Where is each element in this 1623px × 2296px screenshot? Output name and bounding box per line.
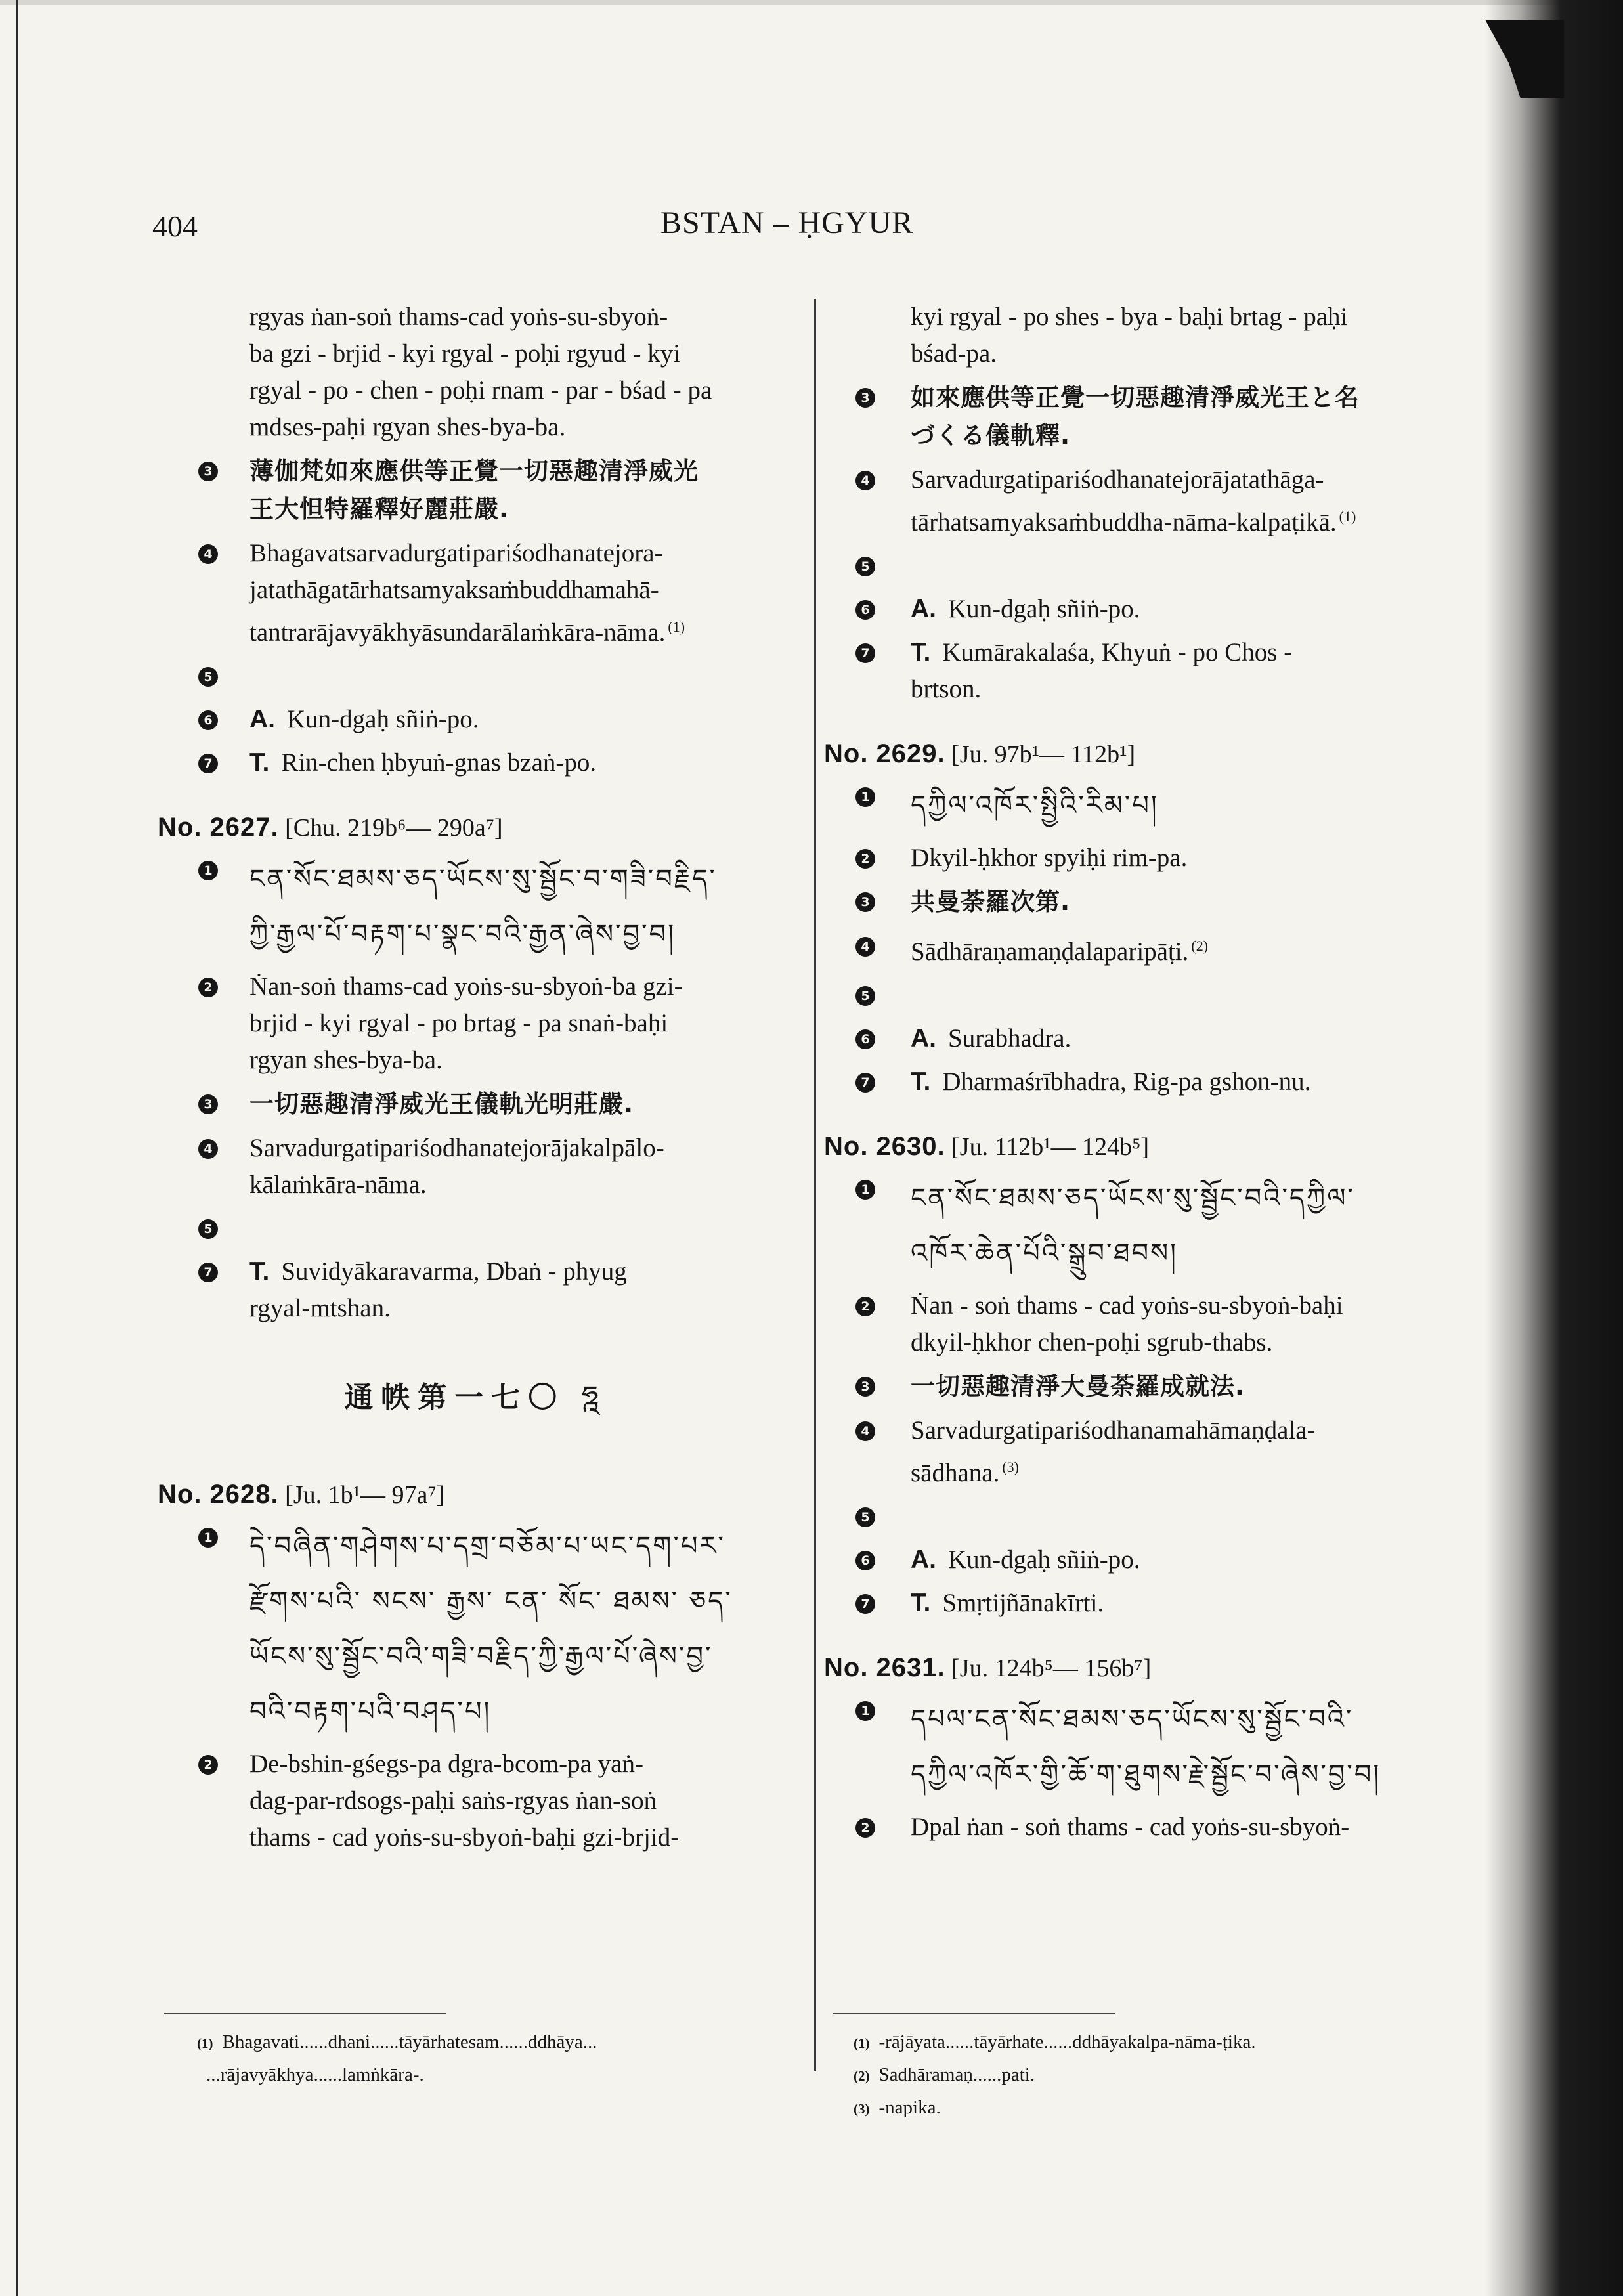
text-line bbox=[249, 701, 794, 738]
line-text: ངན་སོང་ཐམས་ཅད་ཡོངས་སུ་སྦྱོང་བའི་དཀྱིལ་ bbox=[911, 1183, 1355, 1213]
footnote-marker: (3) bbox=[1002, 1459, 1020, 1475]
entry-header bbox=[824, 739, 1454, 769]
field-body bbox=[249, 701, 794, 738]
field-body bbox=[249, 658, 794, 695]
text-line bbox=[249, 572, 794, 609]
page-left-edge bbox=[16, 0, 18, 2296]
field-3 bbox=[158, 1085, 794, 1123]
text-line bbox=[249, 1253, 794, 1290]
footnote-text: -rājāyata......tāyārhate......ddhāyakalpa-nāma-ṭika. bbox=[878, 2031, 1256, 2052]
field-body bbox=[911, 928, 1454, 970]
field-body bbox=[911, 1020, 1454, 1057]
line-text: ངན་སོང་ཐམས་ཅད་ཡོངས་སུ་སྦྱོང་བ་གཟི་བརྗིད་ bbox=[249, 864, 717, 894]
continuation-line: rgyas ṅan-soṅ thams-cad yoṅs-su-sbyoṅ- bbox=[249, 303, 668, 331]
line-text: Sarvadurgatipariśodhanatejorājatathāga- bbox=[911, 466, 1324, 494]
footnote-mark: (1) bbox=[854, 2035, 870, 2051]
field-6 bbox=[824, 591, 1454, 628]
field-3 bbox=[824, 379, 1454, 455]
continuation-line: bśad-pa. bbox=[911, 339, 997, 368]
field-body bbox=[911, 548, 1454, 584]
field-body bbox=[911, 1368, 1454, 1406]
tibetan-title-line bbox=[911, 1692, 1454, 1747]
footnote-mark: (1) bbox=[197, 2035, 213, 2051]
field-6 bbox=[158, 701, 794, 738]
page-number: 404 bbox=[152, 209, 198, 243]
line-text: 一切惡趣清淨大曼荼羅成就法. bbox=[911, 1372, 1245, 1400]
text-line bbox=[911, 634, 1454, 671]
field-1 bbox=[824, 778, 1454, 833]
field-body bbox=[911, 778, 1454, 833]
tibetan-title-line bbox=[911, 778, 1454, 833]
text-line bbox=[911, 498, 1454, 541]
field-body bbox=[911, 1412, 1454, 1492]
field-4 bbox=[158, 1130, 794, 1203]
text-line bbox=[911, 671, 1454, 708]
tibetan-title-line bbox=[911, 1171, 1454, 1226]
empty-field-line bbox=[249, 658, 794, 695]
chinese-title-line bbox=[911, 883, 1454, 921]
field-number-badge: 1 bbox=[198, 861, 218, 880]
line-text: དཀྱིལ་འཁོར་སྤྱིའི་རིམ་པ། bbox=[911, 791, 1159, 821]
field-number-badge: 7 bbox=[855, 1073, 875, 1093]
field-number-badge: 6 bbox=[198, 710, 218, 730]
entry-reference: [Ju. 124b⁵— 156b⁷] bbox=[951, 1655, 1152, 1682]
line-text: དཔལ་ངན་སོང་ཐམས་ཅད་ཡོངས་སུ་སྦྱོང་བའི་ bbox=[911, 1704, 1354, 1735]
text-line bbox=[249, 1130, 794, 1167]
field-body bbox=[911, 1585, 1454, 1622]
field-number-badge: 3 bbox=[855, 892, 875, 912]
field-body bbox=[249, 1253, 794, 1327]
line-text: 薄伽梵如來應供等正覺一切惡趣清淨威光 bbox=[249, 457, 699, 485]
field-body bbox=[911, 634, 1454, 708]
text-line bbox=[249, 535, 794, 572]
line-text: 一切惡趣清淨威光王儀軌光明莊嚴. bbox=[249, 1090, 634, 1118]
text-line bbox=[911, 591, 1454, 628]
tibetan-title-line bbox=[249, 1684, 794, 1739]
field-body bbox=[911, 1692, 1454, 1802]
field-2 bbox=[158, 968, 794, 1079]
field-2 bbox=[824, 1288, 1454, 1361]
role-label: A. bbox=[911, 1546, 936, 1574]
field-number-badge: 4 bbox=[198, 1139, 218, 1159]
entry-2627 bbox=[158, 813, 794, 1327]
text-line bbox=[911, 1288, 1454, 1324]
field-number-badge: 2 bbox=[198, 1755, 218, 1775]
continuation-line: mdses-paḥi rgyan shes-bya-ba. bbox=[249, 413, 566, 441]
field-7 bbox=[824, 1064, 1454, 1100]
field-4 bbox=[824, 928, 1454, 970]
entry-header bbox=[824, 1653, 1454, 1683]
field-number-badge: 2 bbox=[855, 1818, 875, 1838]
left-continuation-fields bbox=[158, 452, 794, 781]
field-number-badge: 3 bbox=[855, 388, 875, 408]
field-7 bbox=[158, 1253, 794, 1327]
field-6 bbox=[824, 1542, 1454, 1578]
field-number-badge: 4 bbox=[855, 471, 875, 490]
empty-field-line bbox=[911, 548, 1454, 584]
entry-number: No. 2630. bbox=[824, 1132, 945, 1161]
section-tibetan-letter: ཧྰ bbox=[581, 1380, 608, 1414]
footnote-marker: (2) bbox=[1191, 938, 1209, 954]
entry-reference: [Chu. 219b⁶— 290a⁷] bbox=[285, 814, 503, 842]
field-body bbox=[249, 1210, 794, 1247]
text-line bbox=[249, 1819, 794, 1856]
line-text: Kun-dgaḥ sñiṅ-po. bbox=[287, 705, 479, 733]
field-1 bbox=[824, 1692, 1454, 1802]
field-number-badge: 3 bbox=[198, 1094, 218, 1114]
text-line bbox=[249, 1290, 794, 1327]
footnote-rule-right bbox=[833, 2013, 1115, 2014]
field-5 bbox=[824, 977, 1454, 1014]
entry-number: No. 2631. bbox=[824, 1653, 945, 1682]
field-number-badge: 4 bbox=[198, 544, 218, 564]
footnote-mark: (3) bbox=[854, 2101, 870, 2117]
entry-2628 bbox=[158, 1480, 794, 1856]
line-text: thams - cad yoṅs-su-sbyoṅ-baḥi gzi-brjid- bbox=[249, 1823, 680, 1852]
text-line bbox=[249, 1746, 794, 1783]
line-text: rgyal-mtshan. bbox=[249, 1294, 391, 1322]
field-body bbox=[911, 1288, 1454, 1361]
empty-field-line bbox=[911, 1498, 1454, 1535]
field-4 bbox=[824, 1412, 1454, 1492]
field-body bbox=[911, 1064, 1454, 1100]
footnote bbox=[197, 2026, 597, 2059]
field-number-badge: 6 bbox=[855, 1029, 875, 1049]
line-text: Dkyil-ḥkhor spyiḥi rim-pa. bbox=[911, 844, 1188, 872]
footnote bbox=[854, 2092, 1256, 2125]
field-body bbox=[911, 1171, 1454, 1281]
role-label: T. bbox=[249, 748, 270, 777]
field-3 bbox=[824, 1368, 1454, 1406]
tibetan-title-line bbox=[249, 1629, 794, 1684]
field-5 bbox=[824, 1498, 1454, 1535]
tibetan-title-line bbox=[911, 1226, 1454, 1281]
footnote-text: -napika. bbox=[878, 2097, 941, 2118]
line-text: རྫོགས་པའི་ སངས་ རྒྱས་ ངན་ སོང་ ཐམས་ ཅད་ bbox=[249, 1586, 733, 1616]
field-body bbox=[249, 1130, 794, 1203]
field-1 bbox=[158, 1519, 794, 1739]
field-number-badge: 5 bbox=[855, 1507, 875, 1527]
line-text: Rin-chen ḥbyuṅ-gnas bzaṅ-po. bbox=[281, 748, 597, 777]
chinese-title-line bbox=[249, 1085, 794, 1123]
footnote bbox=[197, 2059, 597, 2092]
field-number-badge: 2 bbox=[855, 849, 875, 869]
text-line bbox=[911, 1449, 1454, 1492]
field-number-badge: 3 bbox=[198, 462, 218, 481]
field-body bbox=[911, 1809, 1454, 1846]
line-text: De-bshin-gśegs-pa dgra-bcom-pa yaṅ- bbox=[249, 1750, 643, 1778]
footnote-text: Bhagavati......dhani......tāyārhatesam......ddhāya... bbox=[222, 2031, 597, 2052]
entry-2629 bbox=[824, 739, 1454, 1100]
text-line bbox=[911, 1809, 1454, 1846]
field-number-badge: 5 bbox=[855, 557, 875, 576]
field-2 bbox=[824, 840, 1454, 877]
footnote-marker: (1) bbox=[668, 618, 685, 635]
text-line bbox=[249, 745, 794, 781]
field-2 bbox=[158, 1746, 794, 1856]
line-text: ཀྱི་རྒྱལ་པོ་བརྟག་པ་སྣང་བའི་རྒྱན་ཞེས་བྱ་བ། bbox=[249, 919, 676, 949]
field-body bbox=[249, 1519, 794, 1739]
field-body bbox=[911, 1498, 1454, 1535]
line-text: づくる儀軌釋. bbox=[911, 422, 1071, 450]
line-text: Sādhāraṇamaṇḍalaparipāṭi. bbox=[911, 938, 1189, 966]
text-line bbox=[249, 1042, 794, 1079]
text-line bbox=[249, 1167, 794, 1203]
line-text: Ṅan - soṅ thams - cad yoṅs-su-sbyoṅ-baḥi bbox=[911, 1291, 1343, 1320]
chinese-title-line bbox=[911, 417, 1454, 455]
tibetan-title-line bbox=[249, 852, 794, 907]
text-line bbox=[911, 1020, 1454, 1057]
section-heading bbox=[158, 1364, 794, 1448]
field-3 bbox=[824, 883, 1454, 921]
continuation-line: ba gzi - brjid - kyi rgyal - poḥi rgyud - kyi bbox=[249, 339, 681, 368]
field-number-badge: 7 bbox=[198, 1263, 218, 1282]
line-text: Sarvadurgatipariśodhanatejorājakalpālo- bbox=[249, 1134, 664, 1162]
text-line bbox=[911, 462, 1454, 498]
field-3 bbox=[158, 452, 794, 529]
field-number-badge: 5 bbox=[198, 1219, 218, 1239]
field-number-badge: 2 bbox=[198, 978, 218, 997]
text-line bbox=[911, 1324, 1454, 1361]
field-body bbox=[911, 977, 1454, 1014]
line-text: Surabhadra. bbox=[948, 1024, 1071, 1052]
field-number-badge: 1 bbox=[855, 787, 875, 807]
role-label: T. bbox=[911, 1589, 931, 1617]
running-head: BSTAN – ḤGYUR bbox=[660, 206, 914, 240]
field-body bbox=[249, 1746, 794, 1856]
field-4 bbox=[158, 535, 794, 651]
tibetan-title-line bbox=[249, 907, 794, 962]
field-number-badge: 7 bbox=[198, 754, 218, 773]
right-continuation-fields bbox=[824, 379, 1454, 708]
field-body bbox=[911, 591, 1454, 628]
field-body bbox=[911, 883, 1454, 921]
field-number-badge: 7 bbox=[855, 1594, 875, 1614]
line-text: 王大怛特羅釋好麗莊嚴. bbox=[249, 495, 509, 523]
entry-number: No. 2627. bbox=[158, 813, 279, 842]
right-continuation bbox=[824, 299, 1454, 372]
text-line bbox=[249, 968, 794, 1005]
text-line bbox=[249, 1783, 794, 1819]
empty-field-line bbox=[911, 977, 1454, 1014]
line-text: འཁོར་ཆེན་པོའི་སྒྲུབ་ཐབས། bbox=[911, 1238, 1179, 1268]
line-text: rgyan shes-bya-ba. bbox=[249, 1046, 443, 1074]
field-5 bbox=[158, 1210, 794, 1247]
line-text: དེ་བཞིན་གཤེགས་པ་དགྲ་བཅོམ་པ་ཡང་དག་པར་ bbox=[249, 1531, 725, 1561]
text-line bbox=[911, 1542, 1454, 1578]
entry-header bbox=[158, 1480, 794, 1509]
text-line bbox=[911, 840, 1454, 877]
column-divider bbox=[814, 299, 816, 2071]
field-number-badge: 4 bbox=[855, 1421, 875, 1441]
field-number-badge: 5 bbox=[198, 667, 218, 687]
line-text: བའི་བརྟག་པའི་བཤད་པ། bbox=[249, 1697, 492, 1727]
field-body bbox=[911, 379, 1454, 455]
line-text: jatathāgatārhatsamyaksaṁbuddhamahā- bbox=[249, 576, 659, 604]
line-text: Kun-dgaḥ sñiṅ-po. bbox=[948, 595, 1140, 623]
field-body bbox=[249, 535, 794, 651]
entry-header bbox=[824, 1132, 1454, 1161]
field-number-badge: 1 bbox=[855, 1701, 875, 1721]
footnote bbox=[854, 2026, 1256, 2059]
continuation-line: rgyal - po - chen - poḥi rnam - par - bśad - pa bbox=[249, 376, 712, 404]
line-text: Bhagavatsarvadurgatipariśodhanatejora- bbox=[249, 539, 663, 567]
line-text: Dharmaśrībhadra, Rig-pa gshon-nu. bbox=[942, 1068, 1311, 1096]
field-body bbox=[249, 452, 794, 529]
footnote-text: Sadhāramaṇ......pati. bbox=[878, 2064, 1035, 2085]
field-number-badge: 1 bbox=[855, 1180, 875, 1200]
entry-2631 bbox=[824, 1653, 1454, 1846]
line-text: brjid - kyi rgyal - po brtag - pa snaṅ-baḥi bbox=[249, 1009, 668, 1037]
text-line bbox=[911, 1585, 1454, 1622]
line-text: kālaṁkāra-nāma. bbox=[249, 1171, 427, 1199]
role-label: A. bbox=[249, 705, 275, 733]
footnotes-left bbox=[197, 2026, 597, 2092]
binding-shadow bbox=[1485, 0, 1623, 2296]
entry-number: No. 2628. bbox=[158, 1480, 279, 1509]
field-body bbox=[249, 1085, 794, 1123]
tibetan-title-line bbox=[249, 1519, 794, 1574]
entry-reference: [Ju. 97b¹— 112b¹] bbox=[951, 741, 1136, 768]
line-text: tantrarājavyākhyāsundarālaṁkāra-nāma. bbox=[249, 618, 666, 647]
entry-reference: [Ju. 1b¹— 97a⁷] bbox=[285, 1481, 445, 1509]
field-body bbox=[249, 852, 794, 962]
field-5 bbox=[158, 658, 794, 695]
tibetan-title-line bbox=[911, 1747, 1454, 1802]
field-number-badge: 6 bbox=[855, 1551, 875, 1570]
text-line bbox=[249, 609, 794, 651]
field-number-badge: 5 bbox=[855, 986, 875, 1006]
continuation-line: kyi rgyal - po shes - bya - baḥi brtag - paḥi bbox=[911, 303, 1348, 331]
field-2 bbox=[824, 1809, 1454, 1846]
line-text: dkyil-ḥkhor chen-poḥi sgrub-thabs. bbox=[911, 1328, 1273, 1356]
line-text: tārhatsamyaksaṁbuddha-nāma-kalpaṭikā. bbox=[911, 508, 1337, 536]
field-1 bbox=[158, 852, 794, 962]
role-label: T. bbox=[911, 1068, 931, 1096]
field-body bbox=[911, 1542, 1454, 1578]
text-line bbox=[911, 928, 1454, 970]
line-text: Ṅan-soṅ thams-cad yoṅs-su-sbyoṅ-ba gzi- bbox=[249, 972, 683, 1001]
entry-reference: [Ju. 112b¹— 124b⁵] bbox=[951, 1133, 1149, 1161]
field-number-badge: 6 bbox=[855, 600, 875, 620]
entry-number: No. 2629. bbox=[824, 739, 945, 768]
line-text: Smṛtijñānakīrti. bbox=[942, 1589, 1104, 1617]
line-text: 如來應供等正覺一切惡趣清淨威光王と名 bbox=[911, 383, 1360, 412]
text-line bbox=[911, 1064, 1454, 1100]
field-4 bbox=[824, 462, 1454, 541]
empty-field-line bbox=[249, 1210, 794, 1247]
field-1 bbox=[824, 1171, 1454, 1281]
field-7 bbox=[158, 745, 794, 781]
line-text: Dpal ṅan - soṅ thams - cad yoṅs-su-sbyoṅ- bbox=[911, 1813, 1350, 1841]
field-number-badge: 3 bbox=[855, 1377, 875, 1397]
line-text: dag-par-rdsogs-paḥi saṅs-rgyas ṅan-soṅ bbox=[249, 1787, 657, 1815]
role-label: A. bbox=[911, 1024, 936, 1052]
footnote bbox=[854, 2059, 1256, 2092]
role-label: T. bbox=[911, 638, 931, 666]
chinese-title-line bbox=[249, 490, 794, 529]
footnote-mark: (2) bbox=[854, 2068, 870, 2084]
line-text: Kun-dgaḥ sñiṅ-po. bbox=[948, 1546, 1140, 1574]
left-column bbox=[158, 299, 794, 1863]
line-text: Sarvadurgatipariśodhanamahāmaṇḍala- bbox=[911, 1416, 1316, 1444]
line-text: Kumārakalaśa, Khyuṅ - po Chos - bbox=[942, 638, 1293, 666]
footnotes-right bbox=[854, 2026, 1256, 2125]
field-number-badge: 2 bbox=[855, 1297, 875, 1316]
line-text: Suvidyākaravarma, Dbaṅ - phyug bbox=[281, 1257, 627, 1286]
line-text: sādhana. bbox=[911, 1459, 1000, 1487]
line-text: 共曼荼羅次第. bbox=[911, 888, 1071, 916]
field-6 bbox=[824, 1020, 1454, 1057]
entry-2630 bbox=[824, 1132, 1454, 1622]
section-label: 通帙第一七〇 bbox=[344, 1381, 565, 1414]
line-text: དཀྱིལ་འཁོར་གྱི་ཆོ་ག་ཐུགས་རྗེ་སྦྱོང་བ་ཞེས་བྱ་བ། bbox=[911, 1760, 1381, 1790]
text-line bbox=[249, 1005, 794, 1042]
footnote-rule-left bbox=[164, 2013, 446, 2014]
left-continuation bbox=[158, 299, 794, 446]
field-body bbox=[911, 462, 1454, 541]
chinese-title-line bbox=[249, 452, 794, 490]
chinese-title-line bbox=[911, 1368, 1454, 1406]
entry-header bbox=[158, 813, 794, 842]
field-body bbox=[911, 840, 1454, 877]
role-label: T. bbox=[249, 1257, 270, 1286]
field-number-badge: 7 bbox=[855, 643, 875, 663]
field-5 bbox=[824, 548, 1454, 584]
right-column bbox=[824, 299, 1454, 1852]
tibetan-title-line bbox=[249, 1574, 794, 1629]
line-text: brtson. bbox=[911, 675, 982, 703]
line-text: ཡོངས་སུ་སྦྱོང་བའི་གཟི་བརྗིད་ཀྱི་རྒྱལ་པོ་ཞེས་བྱ་ bbox=[249, 1641, 713, 1672]
chinese-title-line bbox=[911, 379, 1454, 417]
role-label: A. bbox=[911, 595, 936, 623]
scan-top-edge bbox=[0, 0, 1623, 5]
field-number-badge: 4 bbox=[855, 937, 875, 957]
field-body bbox=[249, 968, 794, 1079]
field-7 bbox=[824, 1585, 1454, 1622]
footnote-text: ...rājavyākhya......lamṅkāra-. bbox=[206, 2064, 424, 2085]
text-line bbox=[911, 1412, 1454, 1449]
field-7 bbox=[824, 634, 1454, 708]
field-body bbox=[249, 745, 794, 781]
footnote-marker: (1) bbox=[1339, 508, 1356, 525]
field-number-badge: 1 bbox=[198, 1528, 218, 1548]
